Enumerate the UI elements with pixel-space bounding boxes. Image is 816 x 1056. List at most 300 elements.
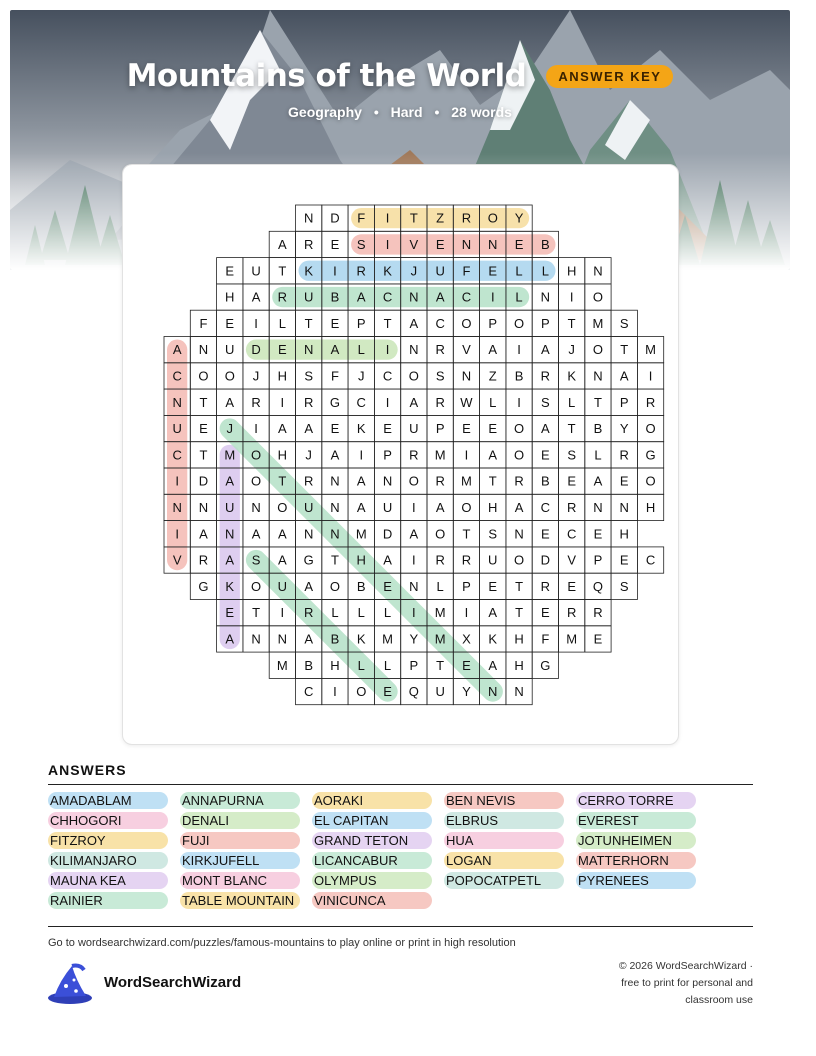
grid-letter: S	[304, 368, 313, 384]
grid-letter: N	[198, 499, 209, 515]
grid-letter: R	[303, 236, 314, 252]
grid-letter: T	[278, 263, 287, 279]
answer-word: EL CAPITAN	[312, 812, 432, 829]
grid-letter: H	[488, 499, 498, 515]
grid-letter: P	[462, 578, 471, 594]
answer-word: MAUNA KEA	[48, 872, 168, 889]
grid-letter: K	[225, 578, 235, 594]
grid-letter: M	[276, 657, 288, 673]
grid-letter: T	[409, 210, 418, 226]
grid-letter: Z	[436, 210, 445, 226]
grid-letter: N	[382, 473, 393, 489]
grid-letter: Y	[409, 631, 419, 647]
grid-letter: D	[382, 526, 393, 542]
grid-letter: N	[172, 394, 182, 410]
grid-letter: I	[648, 368, 653, 384]
grid-letter: N	[172, 499, 182, 515]
grid-letter: M	[461, 473, 472, 489]
grid-letter: T	[462, 526, 471, 542]
grid-letter: H	[619, 526, 629, 542]
grid-letter: S	[356, 236, 366, 252]
grid-letter: C	[172, 368, 182, 384]
copyright-line: classroom use	[685, 994, 753, 1006]
grid-letter: R	[593, 605, 603, 621]
grid-letter: R	[514, 473, 524, 489]
copyright-line: free to print for personal and	[621, 977, 753, 989]
grid-letter: Z	[488, 368, 497, 384]
answer-word: PYRENEES	[576, 872, 696, 889]
grid-letter: T	[567, 421, 576, 437]
grid-letter: K	[356, 631, 366, 647]
grid-letter: G	[540, 657, 551, 673]
grid-letter: N	[488, 684, 498, 700]
grid-letter: T	[304, 315, 313, 331]
grid-letter: M	[224, 447, 236, 463]
grid-letter: C	[382, 368, 393, 384]
grid-letter: C	[566, 526, 577, 542]
grid-letter: A	[278, 421, 287, 437]
grid-letter: A	[409, 526, 419, 542]
grid-letter: G	[645, 447, 656, 463]
grid-letter: I	[175, 473, 179, 489]
grid-letter: B	[593, 421, 603, 437]
grid-letter: P	[383, 447, 392, 463]
grid-letter: E	[567, 473, 576, 489]
grid-letter: D	[198, 473, 209, 489]
grid-letter: C	[382, 289, 393, 305]
grid-letter: O	[461, 499, 472, 515]
grid-letter: A	[409, 394, 419, 410]
grid-letter: E	[619, 473, 629, 489]
grid-letter: E	[383, 578, 392, 594]
grid-letter: L	[331, 605, 339, 621]
grid-letter: C	[435, 315, 445, 331]
grid-letter: N	[540, 289, 551, 305]
copyright-line: © 2026 WordSearchWizard ·	[618, 960, 753, 972]
answer-key-badge: ANSWER KEY	[546, 65, 673, 88]
answers-list	[48, 792, 768, 909]
grid-letter: F	[330, 368, 339, 384]
grid-letter: N	[461, 236, 472, 252]
grid-letter: I	[254, 421, 258, 437]
answer-word: FUJI	[180, 832, 300, 849]
grid-letter: T	[488, 473, 497, 489]
brand-name: WordSearchWizard	[104, 974, 242, 991]
grid-letter: H	[277, 368, 288, 384]
grid-letter: V	[567, 552, 576, 568]
grid-letter: S	[567, 447, 576, 463]
grid-letter: M	[645, 342, 656, 358]
grid-letter: R	[461, 552, 472, 568]
grid-letter: D	[540, 552, 551, 568]
grid-letter: L	[594, 447, 602, 463]
grid-letter: A	[435, 499, 445, 515]
grid-letter: U	[435, 263, 445, 279]
puzzle-card	[122, 164, 679, 745]
grid-letter: C	[303, 684, 314, 700]
grid-letter: P	[356, 315, 366, 331]
grid-letter: B	[514, 368, 524, 384]
grid-letter: U	[303, 499, 314, 515]
grid-letter: J	[568, 342, 575, 358]
grid-letter: E	[383, 684, 392, 700]
grid-letter: O	[513, 421, 525, 437]
grid-letter: O	[250, 447, 262, 463]
grid-letter: I	[517, 394, 521, 410]
grid-letter: O	[408, 368, 419, 384]
grid-letter: A	[541, 342, 550, 358]
grid-letter: P	[435, 421, 445, 437]
grid-letter: H	[277, 447, 288, 463]
grid-letter: A	[304, 421, 313, 437]
grid-letter: Y	[462, 684, 471, 700]
grid-letter: B	[541, 236, 550, 252]
grid-letter: K	[488, 631, 498, 647]
grid-letter: E	[225, 605, 235, 621]
grid-letter: L	[515, 289, 523, 305]
grid-letter: N	[409, 578, 419, 594]
answer-word: FITZROY	[48, 832, 168, 849]
grid-letter: V	[462, 342, 471, 358]
grid-letter: L	[383, 657, 392, 673]
grid-letter: A	[356, 499, 366, 515]
category-label: Geography	[288, 104, 362, 120]
grid-letter: A	[488, 605, 498, 621]
grid-letter: A	[199, 526, 208, 542]
grid-letter: A	[225, 394, 235, 410]
grid-letter: E	[462, 421, 471, 437]
grid-letter: R	[409, 447, 419, 463]
grid-letter: B	[304, 657, 313, 673]
grid-letter: O	[224, 368, 235, 384]
grid-letter: J	[305, 447, 312, 463]
grid-letter: U	[409, 421, 419, 437]
grid-letter: E	[619, 552, 629, 568]
grid-letter: J	[358, 368, 365, 384]
grid-letter: K	[567, 368, 576, 384]
grid-letter: T	[278, 473, 287, 489]
grid-letter: A	[356, 289, 366, 305]
grid-letter: A	[304, 578, 313, 594]
grid-letter: I	[412, 605, 416, 621]
grid-letter: A	[383, 552, 392, 568]
grid-letter: L	[357, 605, 365, 621]
grid-letter: I	[385, 342, 390, 358]
grid-letter: U	[251, 263, 261, 279]
grid-letter: I	[175, 526, 179, 542]
answer-word: ELBRUS	[444, 812, 564, 829]
grid-letter: Y	[619, 421, 629, 437]
grid-letter: R	[435, 552, 445, 568]
grid-letter: R	[251, 394, 261, 410]
grid-letter: D	[251, 342, 261, 358]
answer-word: POPOCATPETL	[444, 872, 564, 889]
grid-letter: E	[488, 263, 498, 279]
answer-word: DENALI	[180, 812, 300, 829]
grid-letter: R	[566, 605, 577, 621]
grid-letter: H	[645, 499, 656, 515]
grid-letter: S	[488, 526, 498, 542]
grid-letter: A	[488, 342, 498, 358]
grid-letter: L	[278, 315, 286, 331]
grid-letter: P	[593, 552, 603, 568]
word-search-grid	[123, 165, 680, 746]
grid-letter: O	[356, 684, 367, 700]
grid-letter: D	[330, 210, 340, 226]
grid-letter: N	[225, 526, 235, 542]
grid-letter: F	[541, 631, 550, 647]
grid-letter: E	[488, 421, 498, 437]
grid-letter: G	[303, 552, 314, 568]
answer-word: HUA	[444, 832, 564, 849]
wizard-hat-icon	[46, 962, 94, 1011]
grid-letter: O	[250, 578, 262, 594]
answer-word: LOGAN	[444, 852, 564, 869]
grid-letter: O	[277, 499, 288, 515]
grid-letter: E	[330, 315, 340, 331]
grid-letter: E	[593, 631, 603, 647]
grid-letter: A	[488, 447, 498, 463]
grid-letter: X	[462, 631, 471, 647]
grid-letter: U	[303, 289, 314, 305]
grid-letter: A	[593, 473, 603, 489]
grid-letter: E	[435, 236, 445, 252]
grid-letter: T	[383, 315, 392, 331]
page-title: Mountains of the World	[126, 58, 527, 94]
grid-letter: O	[513, 447, 525, 463]
grid-letter: R	[461, 210, 472, 226]
grid-letter: N	[330, 473, 340, 489]
grid-letter: O	[592, 342, 604, 358]
grid-letter: T	[515, 605, 524, 621]
grid-letter: J	[410, 263, 418, 279]
answer-word: VINICUNCA	[312, 892, 432, 909]
grid-letter: R	[198, 552, 209, 568]
grid-letter: A	[278, 526, 287, 542]
grid-letter: I	[490, 289, 495, 305]
copyright-text	[583, 958, 753, 1009]
grid-letter: N	[303, 526, 314, 542]
grid-letter: E	[593, 526, 603, 542]
grid-letter: N	[593, 499, 603, 515]
grid-letter: A	[330, 447, 340, 463]
grid-letter: B	[541, 473, 550, 489]
grid-letter: C	[540, 499, 551, 515]
grid-letter: O	[513, 552, 525, 568]
grid-letter: E	[541, 526, 550, 542]
grid-letter: K	[356, 421, 366, 437]
grid-letter: S	[619, 315, 629, 331]
answer-word: KILIMANJARO	[48, 852, 168, 869]
grid-letter: H	[356, 552, 366, 568]
answer-word: LICANCABUR	[312, 852, 432, 869]
answer-word: ANNAPURNA	[180, 792, 300, 809]
grid-letter: U	[225, 499, 235, 515]
grid-letter: R	[356, 263, 366, 279]
grid-letter: E	[225, 263, 235, 279]
answer-word: MATTERHORN	[576, 852, 696, 869]
grid-letter: P	[619, 394, 629, 410]
grid-letter: N	[303, 210, 314, 226]
grid-letter: L	[357, 342, 365, 358]
answer-word: CERRO TORRE	[576, 792, 696, 809]
grid-letter: B	[330, 631, 340, 647]
grid-letter: N	[251, 631, 261, 647]
grid-letter: F	[462, 263, 471, 279]
grid-letter: U	[277, 578, 288, 594]
grid-letter: T	[436, 657, 445, 673]
grid-letter: N	[409, 342, 419, 358]
answer-word: OLYMPUS	[312, 872, 432, 889]
grid-letter: S	[435, 368, 445, 384]
grid-letter: I	[280, 394, 285, 410]
grid-letter: N	[593, 368, 603, 384]
grid-letter: N	[303, 342, 314, 358]
grid-letter: B	[330, 289, 340, 305]
grid-letter: T	[330, 552, 339, 568]
divider	[48, 926, 753, 927]
grid-letter: K	[383, 263, 392, 279]
grid-letter: G	[198, 578, 209, 594]
grid-letter: E	[462, 657, 471, 673]
divider	[48, 784, 753, 785]
grid-letter: U	[382, 499, 393, 515]
grid-letter: R	[435, 473, 445, 489]
grid-letter: S	[251, 552, 261, 568]
grid-letter: Q	[408, 684, 419, 700]
grid-letter: N	[514, 526, 524, 542]
grid-letter: R	[435, 394, 445, 410]
grid-letter: I	[517, 342, 521, 358]
grid-letter: N	[330, 499, 340, 515]
grid-letter: U	[435, 684, 445, 700]
grid-letter: A	[225, 631, 235, 647]
grid-letter: A	[409, 315, 419, 331]
grid-letter: I	[464, 605, 469, 621]
grid-letter: M	[382, 631, 393, 647]
answers-heading: ANSWERS	[48, 762, 127, 778]
grid-letter: A	[304, 631, 313, 647]
answer-word: TABLE MOUNTAIN	[180, 892, 300, 909]
grid-letter: O	[592, 289, 604, 305]
grid-letter: R	[619, 447, 629, 463]
grid-letter: M	[434, 447, 446, 463]
footer-link-text[interactable]: Go to wordsearchwizard.com/puzzles/famous-mountains to play online or print in high resolution	[48, 937, 516, 949]
grid-letter: F	[357, 210, 366, 226]
grid-letter: I	[412, 552, 416, 568]
grid-letter: T	[199, 447, 208, 463]
grid-letter: N	[619, 499, 629, 515]
grid-letter: L	[541, 263, 549, 279]
grid-letter: N	[514, 684, 524, 700]
grid-letter: C	[645, 552, 656, 568]
grid-letter: A	[514, 499, 524, 515]
grid-letter: I	[359, 447, 364, 463]
difficulty-label: Hard	[390, 104, 423, 120]
grid-letter: E	[567, 578, 576, 594]
grid-letter: U	[172, 421, 182, 437]
answer-word: GRAND TETON	[312, 832, 432, 849]
grid-letter: I	[280, 605, 285, 621]
grid-letter: I	[385, 210, 390, 226]
grid-letter: I	[385, 236, 390, 252]
answer-word: RAINIER	[48, 892, 168, 909]
grid-letter: A	[251, 289, 261, 305]
grid-letter: N	[198, 342, 209, 358]
grid-letter: O	[513, 315, 525, 331]
grid-letter: C	[356, 394, 366, 410]
grid-letter: A	[330, 342, 340, 358]
grid-letter: J	[252, 368, 260, 384]
grid-letter: M	[592, 315, 604, 331]
grid-letter: H	[514, 657, 524, 673]
grid-letter: A	[225, 552, 235, 568]
grid-letter: N	[461, 368, 472, 384]
grid-letter: T	[593, 394, 602, 410]
grid-letter: R	[435, 342, 445, 358]
grid-letter: E	[541, 605, 550, 621]
grid-letter: A	[619, 368, 629, 384]
grid-letter: R	[277, 289, 288, 305]
grid-letter: A	[225, 473, 235, 489]
grid-letter: R	[540, 368, 551, 384]
grid-letter: B	[356, 578, 366, 594]
grid-letter: T	[199, 394, 208, 410]
grid-letter: J	[226, 421, 233, 437]
grid-letter: L	[515, 263, 523, 279]
grid-letter: M	[434, 605, 446, 621]
grid-letter: E	[488, 578, 498, 594]
grid-letter: L	[436, 578, 444, 594]
grid-letter: I	[464, 447, 469, 463]
grid-letter: C	[172, 447, 182, 463]
grid-letter: A	[172, 342, 182, 358]
word-count-label: 28 words	[451, 104, 512, 120]
title-row	[0, 58, 800, 94]
grid-letter: L	[568, 394, 576, 410]
grid-letter: R	[540, 578, 551, 594]
grid-letter: I	[333, 263, 337, 279]
separator-dot: •	[373, 104, 379, 120]
grid-letter: E	[199, 421, 208, 437]
grid-letter: G	[329, 394, 341, 410]
grid-letter: I	[412, 499, 416, 515]
grid-letter: R	[566, 499, 577, 515]
grid-letter: R	[303, 394, 314, 410]
grid-letter: O	[645, 473, 656, 489]
grid-letter: P	[488, 315, 498, 331]
grid-letter: H	[514, 631, 524, 647]
grid-letter: N	[277, 631, 288, 647]
grid-letter: K	[304, 263, 313, 279]
grid-letter: A	[278, 236, 287, 252]
grid-letter: P	[541, 315, 550, 331]
grid-letter: I	[254, 315, 258, 331]
grid-letter: N	[593, 263, 603, 279]
grid-letter: U	[225, 342, 235, 358]
grid-letter: O	[645, 421, 656, 437]
grid-letter: O	[461, 315, 472, 331]
grid-letter: A	[541, 421, 550, 437]
grid-letter: O	[408, 473, 419, 489]
grid-letter: O	[198, 368, 209, 384]
grid-letter: S	[619, 578, 629, 594]
grid-letter: P	[409, 657, 419, 673]
grid-letter: N	[488, 236, 498, 252]
grid-letter: L	[489, 394, 497, 410]
grid-letter: L	[383, 605, 392, 621]
puzzle-meta	[0, 104, 800, 120]
